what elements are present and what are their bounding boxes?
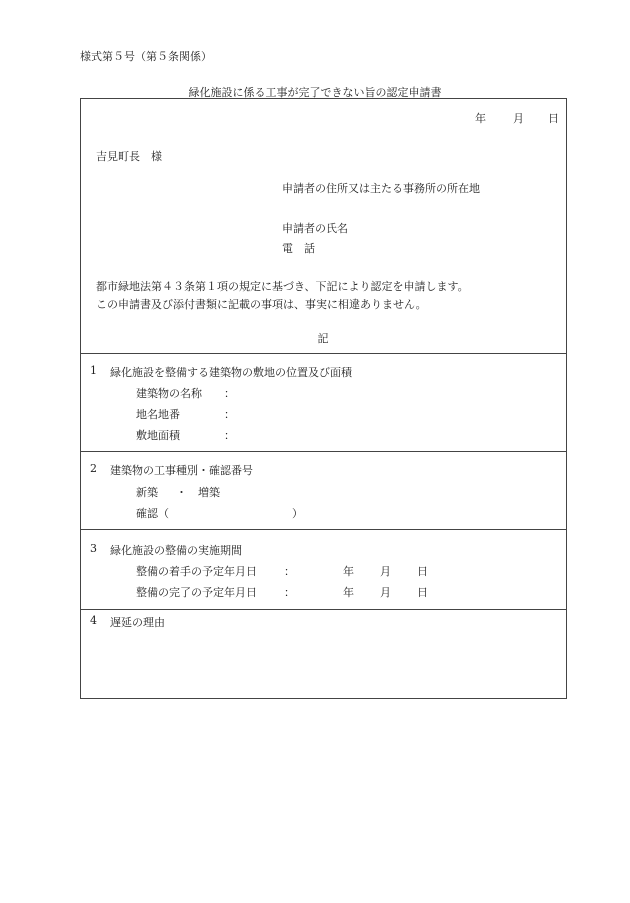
addressee: 吉見町長 様 <box>96 150 162 163</box>
statement-line-2: この申請書及び添付書類に記載の事項は、事実に相違ありません。 <box>96 298 427 311</box>
date-month: 月 <box>513 112 524 125</box>
start-date-year: 年 <box>343 565 354 578</box>
completion-date-month: 月 <box>380 586 391 599</box>
start-date-label: 整備の着手の予定年月日 <box>136 565 257 578</box>
section-4-title: 遅延の理由 <box>110 616 165 629</box>
completion-date-year: 年 <box>343 586 354 599</box>
section-3-number: 3 <box>90 542 97 555</box>
section-2-title: 建築物の工事種別・確認番号 <box>110 464 253 477</box>
site-area-colon: ： <box>224 429 235 442</box>
section-1-number: 1 <box>90 364 97 377</box>
start-date-day: 日 <box>417 565 428 578</box>
statement-line-1: 都市緑地法第４３条第１項の規定に基づき、下記により認定を申請します。 <box>96 280 469 293</box>
date-year: 年 <box>475 112 486 125</box>
building-name-colon: ： <box>224 387 235 400</box>
confirmation-label: 確認（ <box>136 507 169 520</box>
divider <box>80 609 567 610</box>
section-2-number: 2 <box>90 462 97 475</box>
section-1-title: 緑化施設を整備する建築物の敷地の位置及び面積 <box>110 366 352 379</box>
completion-date-colon: ： <box>284 586 295 599</box>
ki-label: 記 <box>317 332 329 345</box>
completion-date-label: 整備の完了の予定年月日 <box>136 586 257 599</box>
type-extension: 増築 <box>198 486 220 499</box>
document-title: 緑化施設に係る工事が完了できない旨の認定申請書 <box>188 86 442 99</box>
completion-date-day: 日 <box>417 586 428 599</box>
start-date-colon: ： <box>284 565 295 578</box>
applicant-address-label: 申請者の住所又は主たる事務所の所在地 <box>282 182 480 195</box>
site-area-label: 敷地面積 <box>136 429 180 442</box>
divider <box>80 451 567 452</box>
start-date-month: 月 <box>380 565 391 578</box>
building-name-label: 建築物の名称 <box>136 387 202 400</box>
confirmation-close: ） <box>292 507 303 520</box>
section-3-title: 緑化施設の整備の実施期間 <box>110 544 242 557</box>
divider <box>80 529 567 530</box>
lot-number-colon: ： <box>224 408 235 421</box>
lot-number-label: 地名地番 <box>136 408 180 421</box>
applicant-phone-label: 電 話 <box>282 242 315 255</box>
divider <box>80 353 567 354</box>
form-number: 様式第５号（第５条関係） <box>80 50 212 63</box>
section-4-number: 4 <box>90 614 97 627</box>
applicant-name-label: 申請者の氏名 <box>282 222 348 235</box>
date-day: 日 <box>548 112 559 125</box>
type-new-construction: 新築 <box>136 486 158 499</box>
type-separator: ・ <box>176 486 187 499</box>
